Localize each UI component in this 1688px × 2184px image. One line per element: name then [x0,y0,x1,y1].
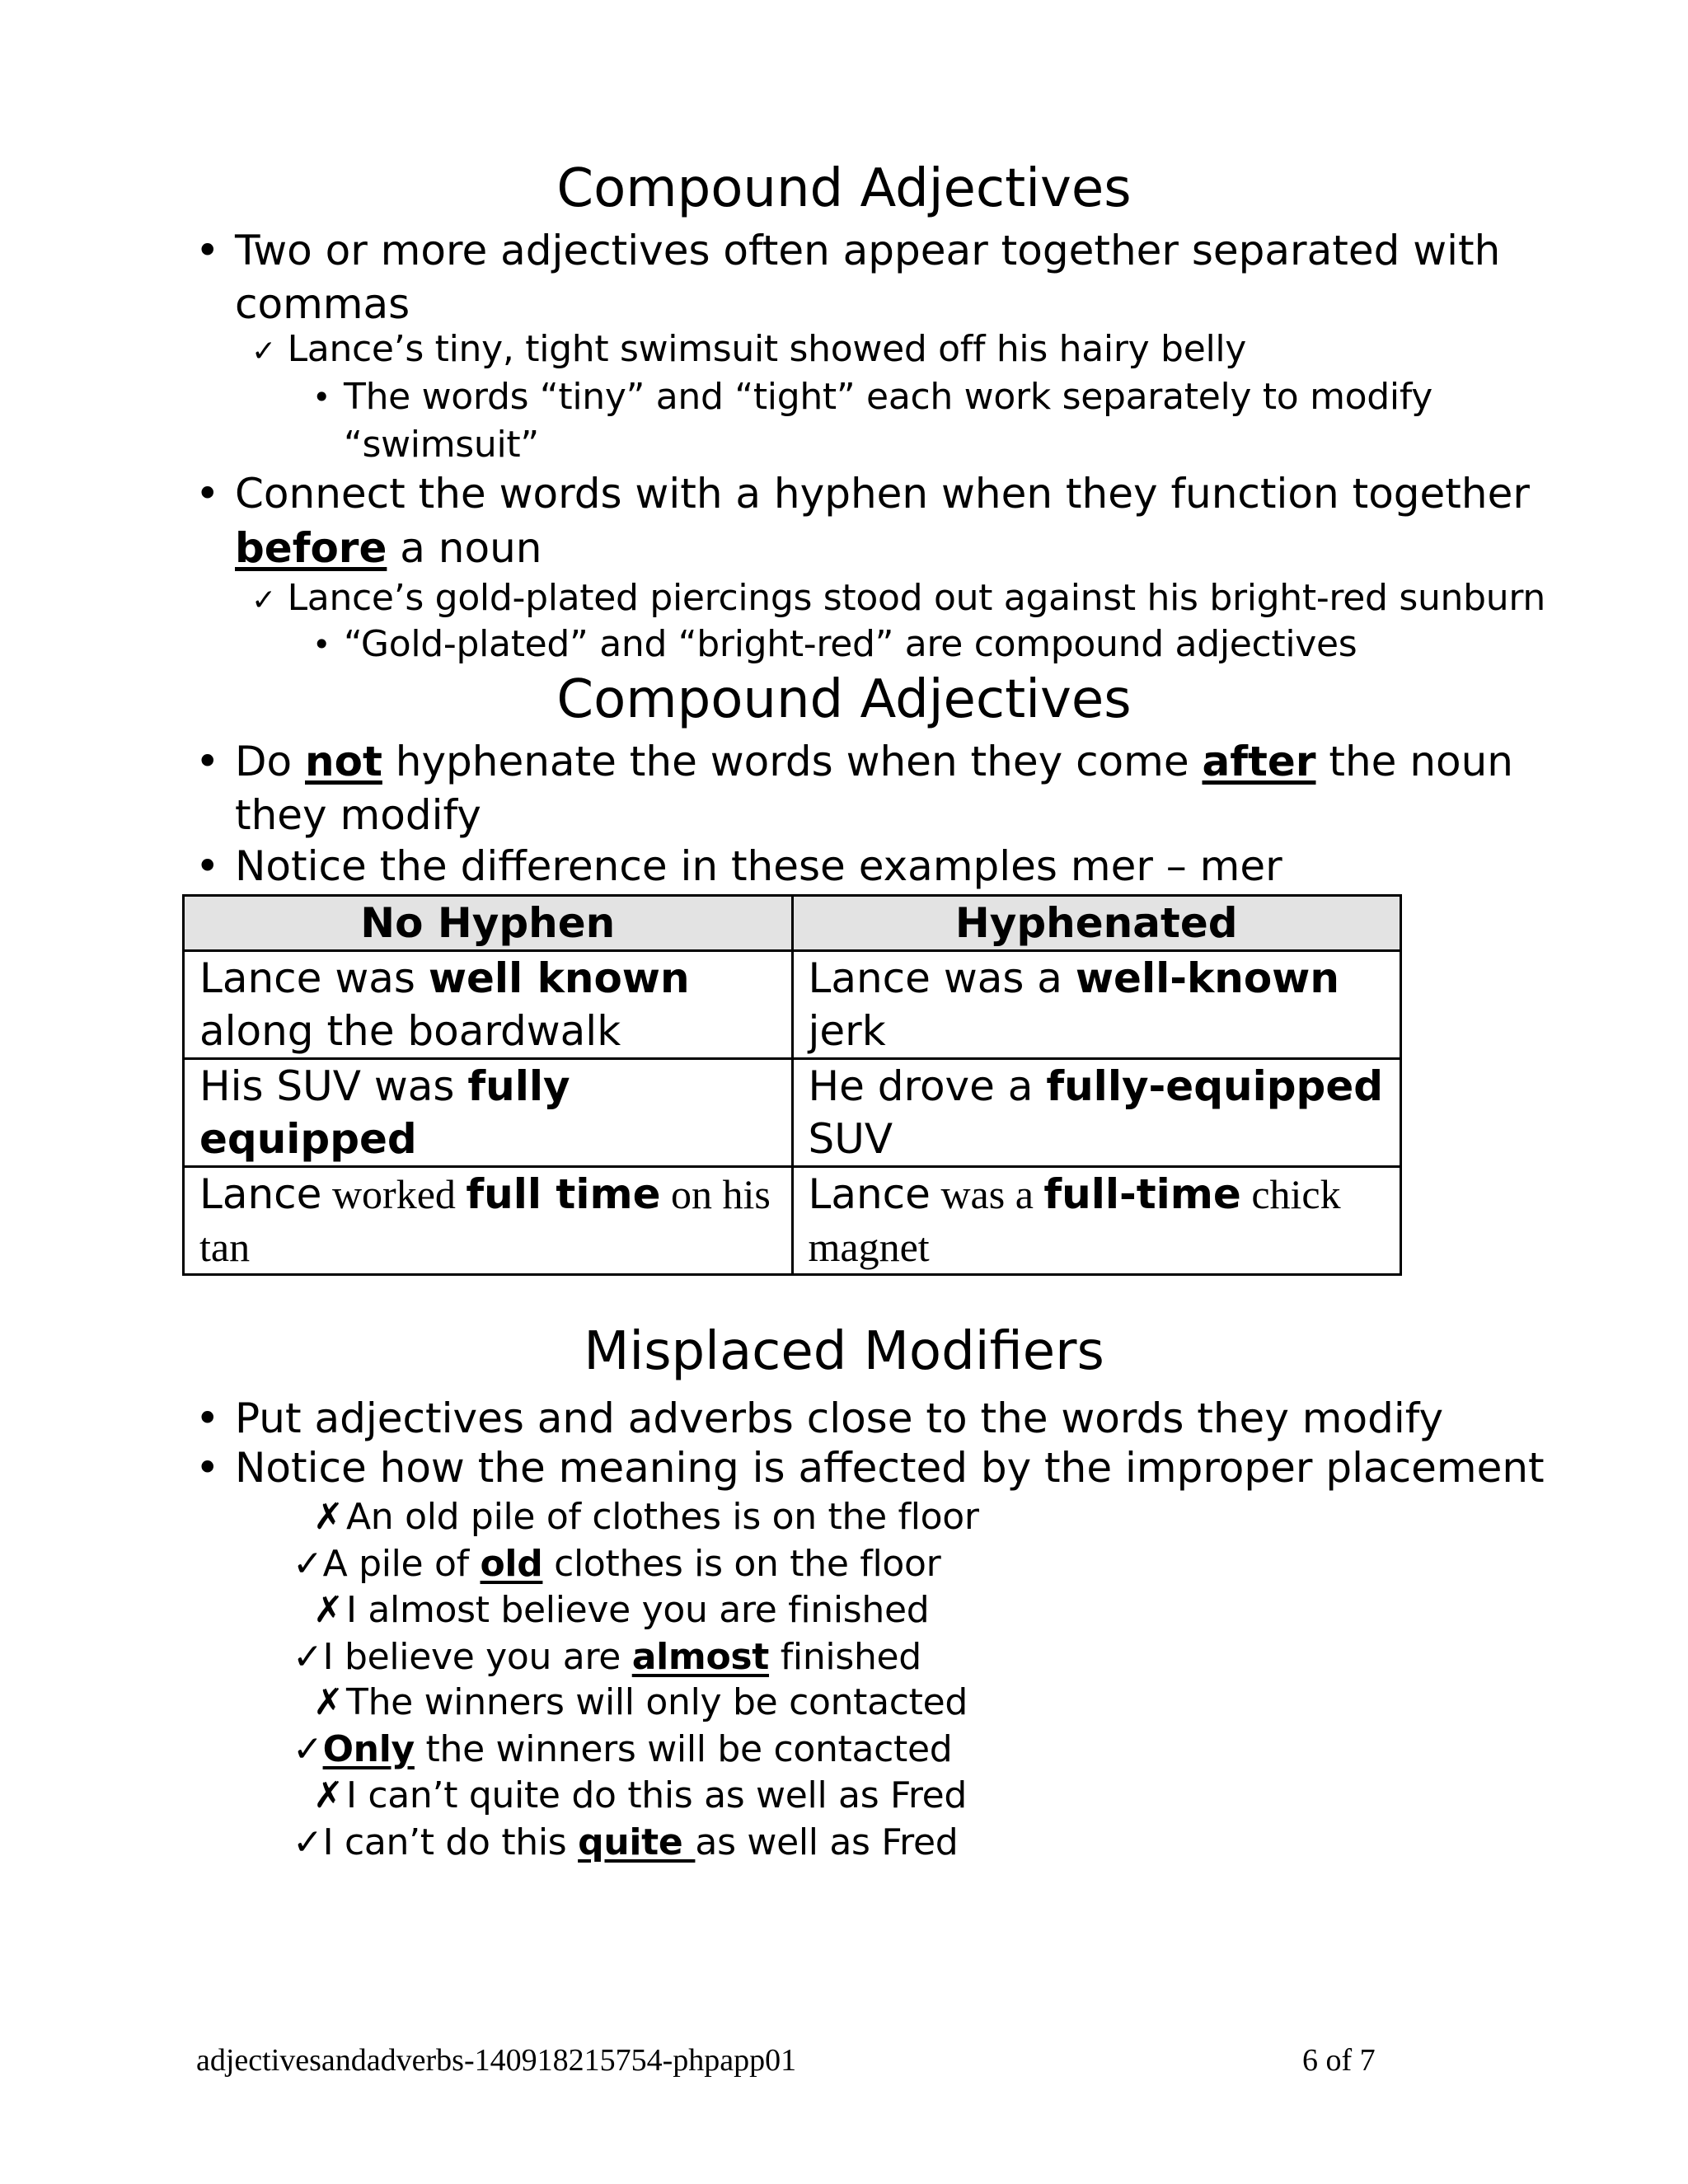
emphasis-almost: almost [631,1636,770,1678]
emphasis-not: not [305,738,382,785]
bullet-adjectives-with-commas: • Two or more adjectives often appear together separated with [235,227,1500,274]
emphasis-only: Only [322,1728,415,1770]
bullet-notice-meaning: • Notice how the meaning is affected by the improper placement [235,1444,1545,1492]
table-row [184,1059,1401,1167]
bullet-do-not-hyphenate-cont: they modify [235,791,481,839]
table-cell: He drove a fully-equipped SUV [792,1059,1401,1167]
cross-icon: ✗ [313,1774,344,1816]
bullet-do-not-hyphenate: • Do not hyphenate the words when they come after the noun [235,738,1513,785]
example-swimsuit-note-cont: “swimsuit” [344,424,539,466]
check-icon: ✓ [251,583,276,617]
check-icon: ✓ [293,1728,323,1770]
example-wrong-3: ✗The winners will only be contacted [313,1681,968,1723]
example-wrong-4: ✗I can’t quite do this as well as Fred [313,1774,968,1816]
cross-icon: ✗ [313,1496,344,1538]
table-cell: Lance was well known along the boardwalk [184,951,793,1059]
example-right-2: ✓I believe you are almost finished [293,1636,921,1678]
bullet-notice-difference: • Notice the difference in these examples mer – mer [235,842,1282,890]
example-wrong-1: ✗An old pile of clothes is on the floor [313,1496,979,1538]
section-title-misplaced-modifiers: Misplaced Modifiers [584,1321,1104,1382]
table-cell: His SUV was fully equipped [184,1059,793,1167]
check-icon: ✓ [293,1543,323,1585]
footer-page-number: 6 of 7 [1302,2043,1376,2078]
example-piercings-note: • “Gold-plated” and “bright-red” are compound adjectives [344,623,1357,665]
check-icon: ✓ [293,1636,323,1678]
check-icon: ✓ [293,1821,323,1863]
emphasis-before: before [235,524,387,572]
table-row [184,1167,1401,1275]
cross-icon: ✗ [313,1589,344,1631]
table-cell: Lance was a full-time chick magnet [792,1167,1401,1275]
cross-icon: ✗ [313,1681,344,1723]
example-swimsuit: ✓ Lance’s tiny, tight swimsuit showed off his hairy belly [251,328,1247,370]
check-icon: ✓ [251,335,276,368]
table-header-row [184,896,1401,951]
example-right-1: ✓A pile of old clothes is on the floor [293,1543,941,1585]
table-cell: Lance worked full time on his tan [184,1167,793,1275]
comparison-table [182,894,1402,1276]
column-header-no-hyphen: No Hyphen [184,896,793,951]
example-piercings: ✓ Lance’s gold-plated piercings stood out against his bright-red sunburn [251,577,1545,619]
table-row [184,951,1401,1059]
example-swimsuit-note: • The words “tiny” and “tight” each work separately to modify [344,376,1432,418]
footer-filename: adjectivesandadverbs-140918215754-phpapp01 [196,2043,797,2078]
emphasis-old: old [480,1543,543,1585]
emphasis-after: after [1202,738,1316,785]
column-header-hyphenated: Hyphenated [792,896,1401,951]
table-cell: Lance was a well-known jerk [792,951,1401,1059]
bullet-adjectives-with-commas-cont: commas [235,280,410,328]
bullet-put-close: • Put adjectives and adverbs close to the words they modify [235,1394,1443,1442]
section-title-compound-adjectives: Compound Adjectives [556,158,1132,219]
bullet-hyphen-before-noun-cont: before a noun [235,524,542,572]
example-wrong-2: ✗I almost believe you are finished [313,1589,930,1631]
section-title-compound-adjectives-2: Compound Adjectives [556,669,1132,730]
example-right-3: ✓Only the winners will be contacted [293,1728,953,1770]
bullet-hyphen-before-noun: • Connect the words with a hyphen when they function together [235,470,1530,518]
example-right-4: ✓I can’t do this quite as well as Fred [293,1821,959,1863]
emphasis-quite: quite [578,1821,696,1863]
